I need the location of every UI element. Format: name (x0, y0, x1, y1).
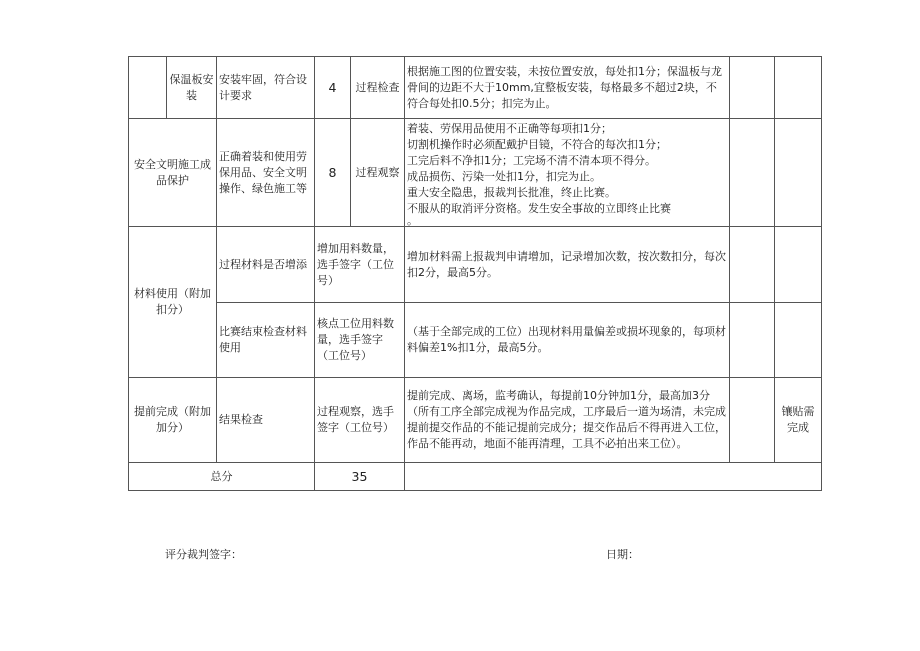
criteria-line: 工完后料不净扣1分；工完场不清不清本项不得分。 (407, 153, 656, 167)
method-cell: 核点工位用料数量，选手签字（工位号） (315, 303, 405, 378)
category-cell: 材料使用（附加扣分） (129, 227, 217, 378)
method-cell: 过程检查 (351, 57, 405, 119)
total-row (129, 463, 822, 491)
criteria-line: 切割机操作时必须配戴护目镜，不符合的每次扣1分； (407, 137, 667, 151)
criteria-cell: （基于全部完成的工位）出现材料用量偏差或损坏现象的，每项材料偏差1%扣1分，最高5分。 (405, 303, 730, 378)
criteria-line: 成品损伤、污染一处扣1分，扣完为止。 (407, 169, 601, 183)
method-cell: 过程观察 (351, 119, 405, 227)
criteria-cell (405, 119, 730, 227)
total-value: 35 (315, 463, 405, 491)
score-cell (730, 57, 775, 119)
criteria-line: 骨间的边距不大于10mm,宜整板安装，每格最多不超过2块，不 (407, 80, 717, 94)
note-cell (775, 119, 822, 227)
criteria-line: 提前完成、离场，监考确认，每提前10分钟加1分，最高加3分 (407, 389, 710, 402)
score-cell (730, 227, 775, 303)
criteria-cell (405, 378, 730, 463)
standard-cell: 比赛结束检查材料使用 (217, 303, 315, 378)
criteria-cell: 增加材料需上报裁判申请增加，记录增加次数，按次数扣分，每次扣2分，最高5分。 (405, 227, 730, 303)
criteria-line: 着装、劳保用品使用不正确等每项扣1分； (407, 121, 612, 135)
standard-cell: 结果检查 (217, 378, 315, 463)
note-cell (775, 57, 822, 119)
category-cell: 安全文明施工成品保护 (129, 119, 217, 227)
note-cell (775, 227, 822, 303)
table-row (129, 119, 822, 227)
category-cell: 提前完成（附加加分） (129, 378, 217, 463)
total-blank (405, 463, 822, 491)
date-label: 日期： (606, 548, 639, 561)
standard-cell: 正确着装和使用劳保用品、安全文明操作、绿色施工等 (217, 119, 315, 227)
category-cell (129, 57, 167, 119)
criteria-line: 重大安全隐患，报裁判长批准，终止比赛。 (407, 185, 616, 199)
note-cell: 镶贴需完成 (775, 378, 822, 463)
score-cell (730, 119, 775, 227)
item-cell: 保温板安装 (167, 57, 217, 119)
criteria-line: 不服从的取消评分资格。发生安全事故的立即终止比赛 (407, 201, 671, 215)
note-cell (775, 303, 822, 378)
standard-cell: 过程材料是否增添 (217, 227, 315, 303)
table-row (129, 227, 822, 303)
table-row (129, 303, 822, 378)
scoring-table (128, 56, 822, 491)
criteria-line: 符合每处扣0.5分；扣完为止。 (407, 96, 557, 110)
score-cell (730, 303, 775, 378)
points-cell: 4 (315, 57, 351, 119)
table-row (129, 378, 822, 463)
score-cell (730, 378, 775, 463)
criteria-line: 提前提交作品的不能记提前完成分；提交作品后不得再进入工位， (407, 421, 726, 434)
method-cell: 过程观察，选手签字（工位号） (315, 378, 405, 463)
standard-cell: 安装牢固，符合设计要求 (217, 57, 315, 119)
method-cell: 增加用料数量，选手签字（工位号） (315, 227, 405, 303)
table-row (129, 57, 822, 119)
criteria-line: 根据施工图的位置安装，未按位置安放，每处扣1分；保温板与龙 (407, 64, 722, 78)
total-label: 总分 (129, 463, 315, 491)
criteria-cell (405, 57, 730, 119)
criteria-line: 作品不能再动，地面不能再清理，工具不必拍出来工位）。 (407, 437, 688, 450)
criteria-line: （所有工序全部完成视为作品完成，工序最后一道为场清，未完成 (407, 405, 726, 418)
criteria-line: 。 (407, 213, 418, 227)
points-cell: 8 (315, 119, 351, 227)
judge-signature-label: 评分裁判签字： (165, 548, 242, 561)
